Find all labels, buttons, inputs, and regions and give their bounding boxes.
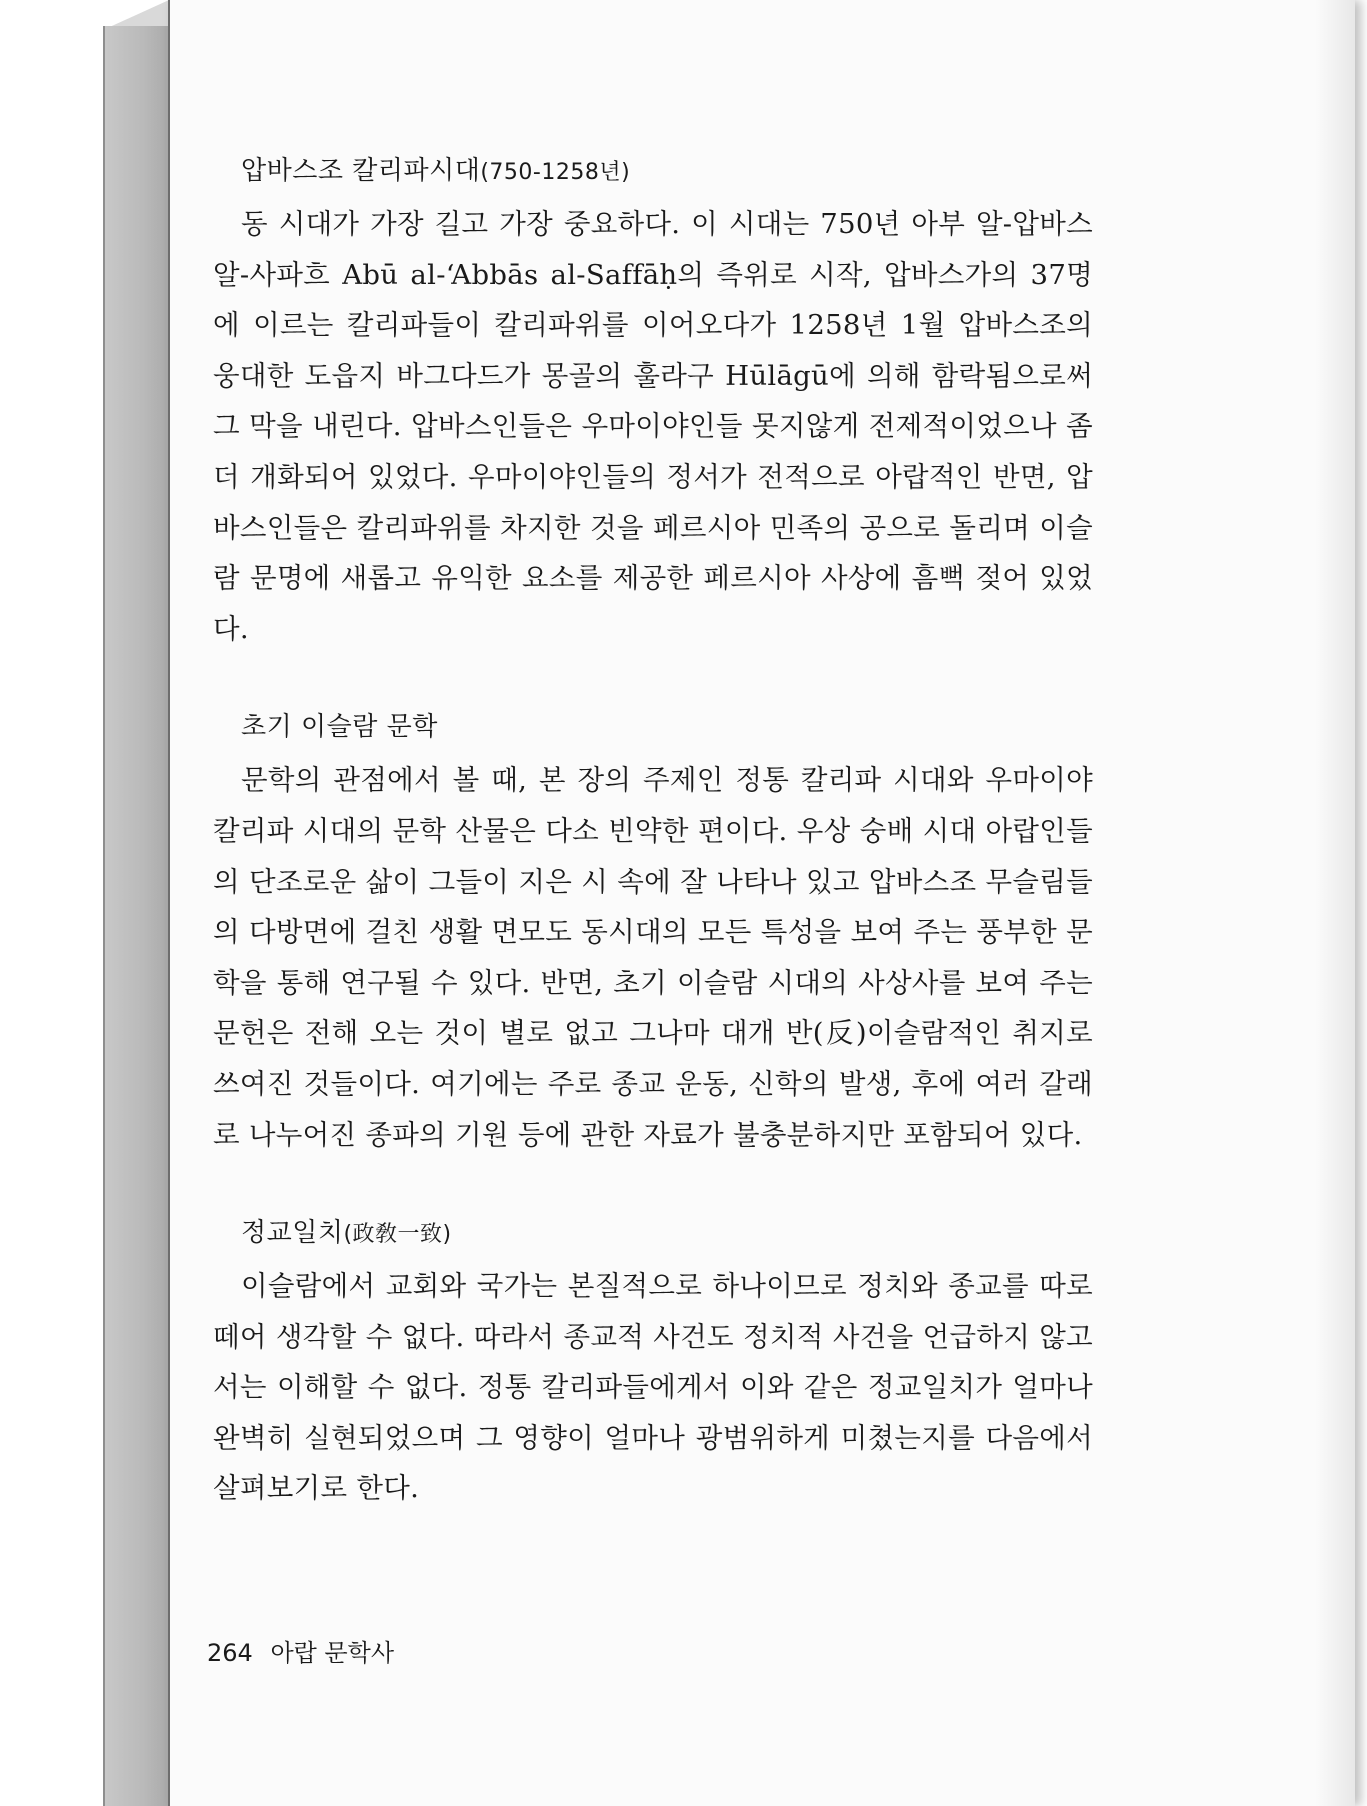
heading-text: 정교일치	[241, 1218, 344, 1249]
section-early-literature	[213, 706, 1093, 1160]
page-shade	[1315, 0, 1355, 1806]
section-heading	[241, 1212, 1093, 1249]
book-top-edge	[103, 0, 169, 30]
section-abbasid	[213, 150, 1093, 654]
page-content	[213, 150, 1093, 1566]
book-spine	[103, 26, 171, 1806]
section-theocracy	[213, 1212, 1093, 1514]
heading-suffix: (政敎一致)	[343, 1222, 452, 1248]
section-body: 이슬람에서 교회와 국가는 본질적으로 하나이므로 정치와 종교를 따로 떼어 생각할 수 없다. 따라서 종교적 사건도 정치적 사건을 언급하지 않고서는 이해할 수 없다. 정통 칼리파들에게서 이와 같은 정교일치가 얼마나 완벽히 실현되었으며 그 영향이 얼마나 광범위하게 미쳤는지를 다음에서 살펴보기로 한다.	[213, 1270, 1093, 1505]
page-number: 264	[207, 1639, 253, 1667]
section-body: 동 시대가 가장 길고 가장 중요하다. 이 시대는 750년 아부 알-압바스 알-사파흐 Abū al-‘Abbās al-Saffāḥ의 즉위로 시작, 압바스가의 37명에 이르는 칼리파들이 칼리파위를 이어오다가 1258년 1월 압바스조의 웅대한 도읍지 바그다드가 몽골의 훌라구 Hūlāgū에 의해 함락됨으로써 그 막을 내린다. 압바스인들은 우마이야인들 못지않게 전제적이었으나 좀더 개화되어 있었다. 우마이야인들의 정서가 전적으로 아랍적인 반면, 압바스인들은 칼리파위를 차지한 것을 페르시아 민족의 공으로 돌리며 이슬람 문명에 새롭고 유익한 요소를 제공한 페르시아 사상에 흠뻑 젖어 있었다.	[213, 208, 1093, 645]
heading-text: 압바스조 칼리파시대	[241, 156, 481, 186]
section-body: 문학의 관점에서 볼 때, 본 장의 주제인 정통 칼리파 시대와 우마이야 칼리파 시대의 문학 산물은 다소 빈약한 편이다. 우상 숭배 시대 아랍인들의 단조로운 삶이 그들이 지은 시 속에 잘 나타나 있고 압바스조 무슬림들의 다방면에 걸친 생활 면모도 동시대의 모든 특성을 보여 주는 풍부한 문학을 통해 연구될 수 있다. 반면, 초기 이슬람 시대의 사상사를 보여 주는 문헌은 전해 오는 것이 별로 없고 그나마 대개 반(反)이슬람적인 취지로 쓰여진 것들이다. 여기에는 주로 종교 운동, 신학의 발생, 후에 여러 갈래로 나누어진 종파의 기원 등에 관한 자료가 불충분하지만 포함되어 있다.	[213, 764, 1093, 1151]
section-heading	[241, 706, 1093, 743]
section-heading	[241, 150, 1093, 187]
heading-text: 초기 이슬람 문학	[241, 712, 438, 743]
running-title: 아랍 문학사	[270, 1639, 395, 1667]
heading-suffix: (750-1258년)	[480, 160, 631, 185]
page-footer	[207, 1633, 394, 1668]
